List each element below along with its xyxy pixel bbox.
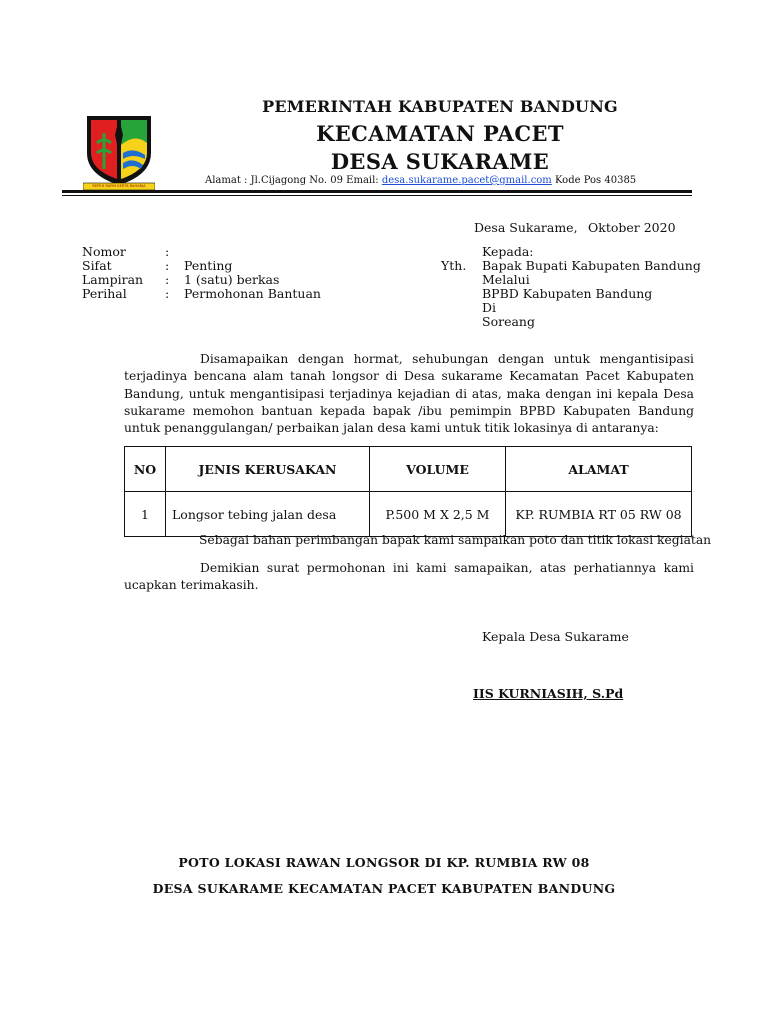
address-prefix: Alamat : Jl.Cijagong No. 09 Email:: [205, 175, 382, 186]
damage-table: [124, 446, 692, 537]
letterhead-government: PEMERINTAH KABUPATEN BANDUNG: [262, 97, 618, 116]
recipient-line: Kepada:: [482, 244, 534, 259]
col-header-alamat: ALAMAT: [506, 447, 692, 492]
meta-label-perihal: Perihal: [82, 286, 127, 301]
recipient-line: Di: [482, 300, 497, 315]
letterhead-rule-thick: [62, 190, 692, 193]
signature-name: IIS KURNIASIH, S.Pd: [473, 686, 624, 701]
cell-volume: P.500 M X 2,5 M: [370, 492, 506, 537]
body-opening-text: Disamapaikan dengan hormat, sehubungan dengan untuk mengantisipasi terjadinya bencana alam tanah longsor di Desa sukarame Kecamatan Pacet Kabupaten Bandung, untuk mengantisipasi terjadinya kejadian di atas, maka dengan ini kepala Desa sukarame memohon bantuan kepada bapak /ibu pemimpin BPBD Kabupaten Bandung untuk penanggulangan/ perbaikan jalan desa kami untuk titik lokasinya di antaranya:: [124, 352, 694, 436]
email-link[interactable]: desa.sukarame.pacet@gmail.com: [381, 175, 552, 186]
meta-sep: :: [165, 286, 170, 301]
meta-sep: :: [165, 272, 170, 287]
cell-no: 1: [125, 492, 166, 537]
table-row: [125, 492, 692, 537]
meta-value-lampiran: 1 (satu) berkas: [184, 272, 280, 287]
recipient-yth: Yth.: [441, 258, 467, 273]
signature-title: Kepala Desa Sukarame: [482, 629, 629, 644]
photo-caption-line2: DESA SUKARAME KECAMATAN PACET KABUPATEN BANDUNG: [152, 881, 616, 896]
date-place: Desa Sukarame,: [474, 220, 578, 235]
meta-label-sifat: Sifat: [82, 258, 112, 273]
col-header-volume: VOLUME: [370, 447, 506, 492]
body-opening: [124, 351, 694, 437]
meta-value-perihal: Permohonan Bantuan: [184, 286, 321, 301]
recipient-line: Melalui: [482, 272, 530, 287]
address-suffix: Kode Pos 40385: [551, 175, 637, 186]
recipient-line: Soreang: [482, 314, 535, 329]
recipient-line: BPBD Kabupaten Bandung: [482, 286, 653, 301]
cell-jenis: Longsor tebing jalan desa: [166, 492, 370, 537]
body-closing: [124, 560, 694, 595]
date-value: Oktober 2020: [588, 220, 676, 235]
col-header-no: NO: [125, 447, 166, 492]
letterhead-rule-thin: [62, 195, 692, 196]
letterhead-district: KECAMATAN PACET: [316, 121, 564, 146]
meta-sep: :: [165, 244, 170, 259]
logo-banner-text: REPEH RAPIH KERTA RAHARJA: [92, 184, 146, 188]
meta-label-lampiran: Lampiran: [82, 272, 144, 287]
cell-alamat: KP. RUMBIA RT 05 RW 08: [506, 492, 692, 537]
meta-sep: :: [165, 258, 170, 273]
meta-label-nomor: Nomor: [82, 244, 126, 259]
body-after-table: Sebagai bahan perimbangan bapak kami sampaikan poto dan titik lokasi kegiatan: [199, 533, 712, 547]
letterhead-village: DESA SUKARAME: [330, 149, 550, 174]
recipient-line: Bapak Bupati Kabupaten Bandung: [482, 258, 701, 273]
table-header-row: [125, 447, 692, 492]
col-header-jenis: JENIS KERUSAKAN: [166, 447, 370, 492]
meta-value-sifat: Penting: [184, 258, 233, 273]
photo-caption-line1: POTO LOKASI RAWAN LONGSOR DI KP. RUMBIA RW 08: [178, 855, 590, 870]
letterhead-address: [205, 175, 636, 186]
body-closing-text: Demikian surat permohonan ini kami samapaikan, atas perhatiannya kami ucapkan terimakasih.: [124, 561, 694, 593]
